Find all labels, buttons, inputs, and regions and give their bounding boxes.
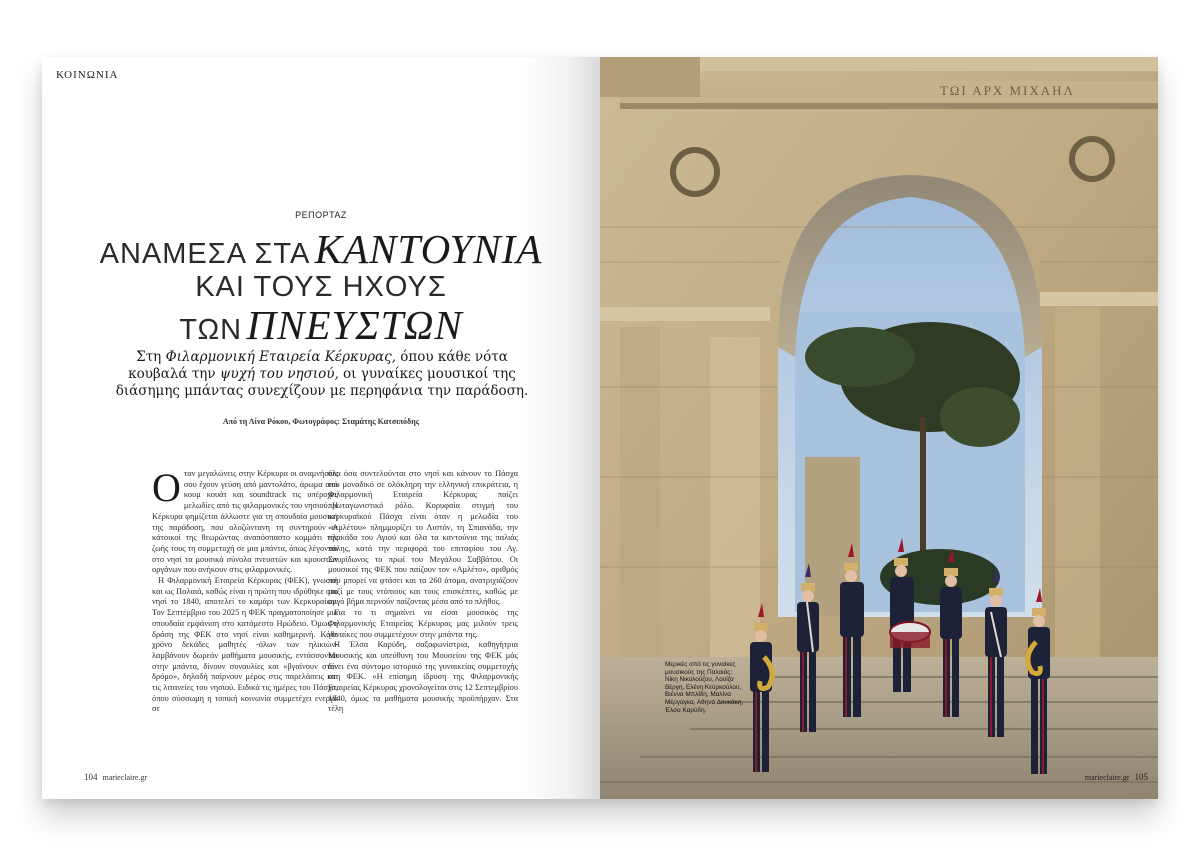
section-label: ΚΟΙΝΩΝΙΑ (56, 69, 119, 81)
headline-line-1 (42, 226, 600, 272)
standfirst-italic-1: Φιλαρμονική Εταιρεία Κέρκυρας, (165, 349, 397, 365)
byline: Από τη Λίνα Ρόκου, Φωτογράφος: Σταμάτης Κατσιπόδης (222, 417, 420, 426)
body-text: ταν μεγαλώνεις στην Κέρκυρα οι αναμνήσεις σου έχουν γεύση από μαντολάτο, άρωμα από κουμ κουάτ και soundtrack τις υπέροχες μελωδίες από τις φιλαρμονικές του νησιού. Η Κέρκυρα φημίζεται άλλωστε για τη σπουδαία μουσική της παράδοση, που ολοζώντανη τη συντηρούν οι κάτοικοί της θεωρώντας αναπόσπαστο κομμάτι της ζωής τους τη συμμετοχή σε μια μπάντα, όπως λέγονται στο νησί τα μουσικά σύνολα πνευστών και κρουστών οργάνων που ανήκουν στις φιλαρμονικές. (152, 469, 338, 575)
standfirst-part-1: Στη (136, 349, 166, 365)
body-paragraph: όλα όσα συντελούνται στο νησί και κάνουν το Πάσχα του μοναδικό σε ολόκληρη την ελληνική επικράτεια, η Φιλαρμονική Εταιρεία Κέρκυρας παίζει πρωταγωνιστικό ρόλο. Κορυφαία στιγμή του κερκυραϊκού Πάσχα είναι όταν η μελωδία του «Αμλέτου» πλημμυρίζει το Λιστόν, τη Σπιανάδα, την πλακάδα του Αγιού και όλα τα καντούνια της παλιάς πόλης, κατά την περιφορά του επιταφίου του Αγ. Σπυρίδωνος το πρωί του Μεγάλου Σαββάτου. Οι μουσικοί της ΦΕΚ που παίζουν τον «Αμλέτο», αριθμός που μπορεί να φτάσει και τα 260 άτομα, ανατριχιάζουν μαζί με τους ντόπιους και τους επισκέπτες, καθώς με αργό βήμα περνούν παίζοντας μέσα από το πλήθος. (328, 469, 518, 607)
magazine-spread (42, 57, 1158, 799)
headline-thin-3: ΤΩΝ (179, 314, 243, 346)
headline-bold-3: ΠΝΕΥΣΤΩΝ (246, 302, 463, 348)
body-paragraph: Η Φιλαρμονική Εταιρεία Κέρκυρας (ΦΕΚ), γνωστή και ως Παλαιά, καθώς είναι η πρώτη που ιδρύθηκε στο νησί το 1840, αποτελεί το καμάρι των Κερκυραίων. Τον Σεπτέμβριο του 2025 η ΦΕΚ πραγματοποίησε μια σπουδαία εμφάνιση στο κατάμεστο Ηρώδειο. Όμως η δράση της ΦΕΚ στο νησί είναι καθημερινή. Κάθε χρόνο δεκάδες μαθητές -όλων των ηλικιών- λαμβάνουν δωρεάν μαθήματα μουσικής, εντάσσονται στην μπάντα, δίνουν συναυλίες και «βγαίνουν στον δρόμο», δηλαδή παίρνουν μέρος στις παρελάσεις και τις λιτανείες του νησιού. Ειδικά τις ημέρες του Πάσχα, όπου σύσσωμη η τοπική κοινωνία συμμετέχει ενεργά σε (152, 576, 338, 714)
body-column-2 (328, 469, 518, 715)
folio-left (84, 772, 147, 782)
site-name: marieclaire.gr (1084, 773, 1130, 782)
folio-right (1085, 772, 1148, 782)
headline-thin-1: ΑΝΑΜΕΣΑ ΣΤΑ (99, 238, 311, 270)
standfirst-part-2: όπου κάθε νότα κουβαλά την (128, 349, 508, 382)
right-page (600, 57, 1158, 799)
body-paragraph: Η Έλσα Καρύδη, σαξοφωνίστρια, καθηγήτρια Μουσικής και υπεύθυνη του Μουσείου της ΦΕΚ μάς δίνει ένα σύντομο ιστορικό της γυναικείας συμμετοχής στη ΦΕΚ. «Η επίσημη ίδρυση της Φιλαρμονικής Εταιρείας Κέρκυρας χρονολογείται στις 12 Σεπτεμβρίου 1840, όμως τα μαθήματα μουσικής προϋπήρχαν. Στα τέλη (328, 640, 518, 714)
page-number: 105 (1134, 772, 1148, 782)
drop-cap: Ο (152, 465, 181, 510)
headline-bold-1: ΚΑΝΤΟΥΝΙΑ (314, 226, 543, 272)
inscription: ΤΩΙ ΑΡΧ ΜΙΧΑΗΛ (940, 83, 1075, 98)
headline-thin-2: ΚΑΙ ΤΟΥΣ ΗΧΟΥΣ (195, 271, 447, 303)
kicker-label: ΡΕΠΟΡΤΑΖ (295, 210, 347, 220)
body-paragraph: Για το τι σημαίνει να είσαι μουσικός της Φιλαρμονικής Εταιρείας Κέρκυρας μας μιλούν τρεις γυναίκες που συμμετέχουν στην μπάντα της. (328, 608, 518, 639)
left-page (42, 57, 600, 799)
standfirst-part-3: οι γυναίκες μουσικοί της διάσημης μπάντας συνεχίζουν με περηφάνια την παράδοση. (115, 366, 529, 399)
body-paragraph (152, 465, 338, 576)
body-column-1 (152, 465, 338, 715)
standfirst (112, 349, 532, 400)
page-number: 104 (84, 772, 98, 782)
headline (42, 226, 600, 348)
headline-line-2 (42, 268, 600, 306)
photo-caption: Μερικές από τις γυναίκες μουσικούς της Παλαιάς: Νίκη Νικολούζου, Λουίζα Βέργη, Ελένη Κεϋρκούλου, Βιέννα Μπλίδη, Μαλίνα Μέργαγκα, Αθηνά Δουκάκη, Έλσα Καρύδη. (665, 661, 744, 714)
standfirst-italic-2: ψυχή του νησιού, (219, 366, 339, 382)
site-name: marieclaire.gr (102, 773, 148, 782)
headline-line-3 (42, 302, 600, 348)
